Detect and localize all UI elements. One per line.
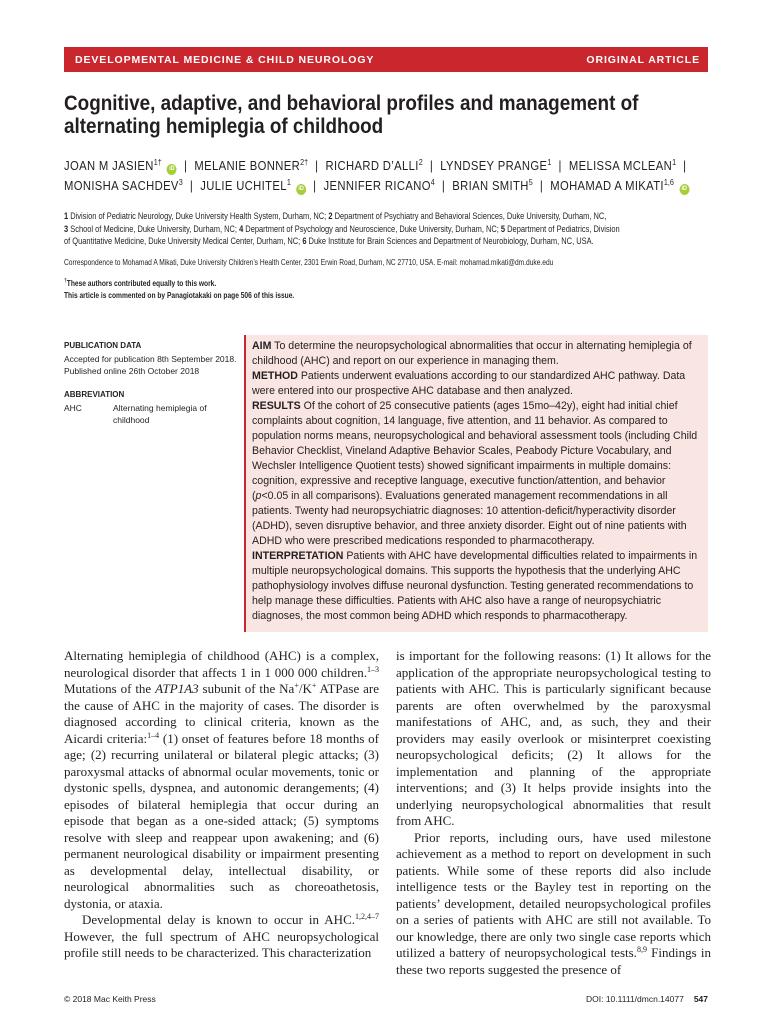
author-affiliation-marker: 1 [547, 158, 552, 167]
author-affiliation-marker: 2 [418, 158, 423, 167]
author-name: MELANIE BONNER [194, 159, 301, 173]
body-paragraph: Developmental delay is known to occur in AHC.$^{1,2,4-7}$ However, the full spectrum of AHC neuropsychological profile still needs to be characterized. This characterization [64, 912, 379, 960]
equal-contribution-note: These authors contributed equally to this work. [66, 279, 217, 288]
body-paragraph: Prior reports, including ours, have used milestone achievement as a method to report on development in such patients. While some of these reports did also include intelligence tests or the Bayley test in reporting on the patients’ development, detailed neuropsychological profiles on a series of patients with AHC are still not available. To our knowledge, there are only two single case reports which utilized a battery of neuropsychological tests.$^{8,9}$ Findings in these two reports suggested the presence of [396, 829, 711, 977]
author-name: JOAN M JASIEN [64, 159, 154, 173]
published-date: Published online 26th October 2018 [64, 366, 200, 376]
author-name: LYNDSEY PRANGE [440, 159, 548, 173]
abbreviation-value: Alternating hemiplegia of childhood [113, 403, 207, 425]
author-list: JOAN M $JASIEN^{1\dagger}$ iD | MELANIE $BONNER^{2\dagger}$ | RICHARD D’ALLI$^2$ | LYNDSEY PRANGE$^1$ | MELISSA MCLEAN$^1$ | MONISHA SACHDEV$^3$ | JULIE UCHITEL$^1$ iD | JENNIFER RICANO$^4$ | BRIAN SMITH$^5$ | MOHAMAD A MIKATI$^{1,6}$ iD [64, 156, 694, 196]
abbreviation-row [64, 402, 239, 426]
author-affiliation-marker: 1 [672, 158, 677, 167]
page-number: 547 [693, 994, 708, 1004]
commentary-note: This article is commented on by Panagiotakaki on page 506 of this issue. [64, 290, 295, 300]
abstract-box [244, 335, 708, 632]
doi-link[interactable]: DOI: 10.1111/dmcn.14077 [586, 994, 684, 1004]
author-name: MONISHA SACHDEV [64, 179, 179, 193]
abstract-method: METHOD Patients underwent evaluations according to our standardized AHC pathway. Data were entered into our prospective AHC database and then analyzed. [252, 370, 686, 397]
author-affiliation-marker: 1 [286, 178, 291, 187]
abstract-aim: AIM To determine the neuropsychological abnormalities that occur in alternating hemiplegia of childhood (AHC) and report on our experience in managing them. [252, 340, 692, 367]
article-title: Cognitive, adaptive, and behavioral profiles and management of alternating hemiplegia of childhood [64, 92, 639, 138]
author-name: BRIAN SMITH [452, 179, 529, 193]
affiliations: 1 Division of Pediatric Neurology, Duke University Health System, Durham, NC; 2 Department of Psychiatry and Behavioral Sciences, Duke University, Durham, NC, 3 School of Medicine, Duke University, Durham, NC; 4 Department of Psychology and Neuroscience, Duke University, Durham, NC; 5 Department of Pediatrics, Division of Quantitative Medicine, Duke University Medical Center, Durham, NC; 6 Duke Institute for Brain Sciences and Department of Neurobiology, Durham, NC, USA. [64, 211, 620, 246]
journal-banner [64, 47, 708, 72]
author-affiliation-marker: 2† [300, 158, 309, 167]
abstract-interpretation: INTERPRETATION Patients with AHC have developmental difficulties related to impairments in multiple neuropsychological domains. This supports the hypothesis that the underlying AHC pathophysiology involves diffuse neuronal dysfunction. Testing generated recommendations to help manage these difficulties. Patients with AHC also have a range of neuropsychiatric diagnoses, the most common being ADHD which responds to pharmacotherapy. [252, 550, 698, 622]
article-type: ORIGINAL ARTICLE [586, 53, 700, 66]
orcid-icon[interactable]: iD [167, 164, 177, 175]
author-affiliation-marker: 4 [430, 178, 435, 187]
author-affiliation-marker: 5 [528, 178, 533, 187]
page-footer [64, 994, 708, 1004]
journal-name: DEVELOPMENTAL MEDICINE & CHILD NEUROLOGY [75, 53, 375, 66]
author-affiliation-marker: 3 [178, 178, 183, 187]
accepted-date: Accepted for publication 8th September 2018. [64, 354, 237, 364]
body-column-left [64, 648, 379, 962]
author-footnotes: †These authors contributed equally to this work. This article is commented on by Panagiotakaki on page 506 of this issue. [64, 278, 711, 301]
body-paragraph: Alternating hemiplegia of childhood (AHC) is a complex, neurological disorder that affects 1 in 1 000 000 children.$^{1-3}$ Mutations of the ATP1A3 subunit of the Na+/K+ ATPase are the cause of AHC in the majority of cases. The disorder is diagnosed according to clinical criteria, known as the Aicardi criteria:$^{1-4}$ (1) onset of features before 18 months of age; (2) recurring unilateral or bilateral plegic attacks; (3) paroxysmal attacks of abnormal ocular movements, tonic or dystonic spells, dyspnea, and autonomic derangements; (4) episodes of bilateral hemiplegia that occur during an episode that began as a one-sided attack; (5) symptoms resolve with sleep and reappear upon awakening; and (6) permanent neurological disability or impairment presenting as developmental delay, intellectual disability, or neurological abnormalities such as choreoathetosis, dystonia, or ataxia. [64, 648, 380, 911]
author-affiliation-marker: 1† [153, 158, 162, 167]
author-name: RICHARD D’ALLI [325, 159, 419, 173]
abstract-results: RESULTS Of the cohort of 25 consecutive patients (ages 15mo–42y), eight had initial chief complaints about cognition, 14 language, five attention, and 11 behavior. As compared to population norms means, neuropsychological and behavioral assessment tools (including Child Behavior Checklist, Vineland Adaptive Behavior Scales, Peabody Picture Vocabulary, and Wechsler Intelligence Quotient tests) showed significant impairments in multiple domains: cognition, expressive and receptive language, executive function/attention, and behavior (p<0.05 in all comparisons). Evaluations generated management recommendations in all patients. Twenty had neuropsychiatric diagnoses: 10 attention-deficit/hyperactivity disorder (ADHD), seven disruptive behavior, and three anxiety disorder. Eight out of nine patients with ADHD who were prescribed medications responded to pharmacotherapy. [252, 400, 698, 547]
abbreviation-key: AHC [64, 403, 82, 413]
body-column-right [396, 648, 711, 978]
author-name: MOHAMAD A MIKATI [550, 179, 664, 193]
copyright: © 2018 Mac Keith Press [64, 994, 156, 1004]
orcid-icon[interactable]: iD [679, 184, 689, 195]
publication-data-sidebar [64, 340, 239, 426]
author-name: MELISSA MCLEAN [568, 159, 673, 173]
correspondence: Correspondence to Mohamad A Mikati, Duke University Children’s Health Center, 2301 Erwin Road, Durham, NC 27710, USA. E-mail: mohamad.mikati@dm.duke.edu [64, 258, 554, 267]
author-name: JENNIFER RICANO [323, 179, 431, 193]
body-paragraph: is important for the following reasons: (1) It allows for the application of the appropriate neuropsychological testing to patients with AHC. This is particularly significant because parents are often overwhelmed by the paroxysmal manifestations of AHC, and, as such, they and their providers may easily overlook or misinterpret coexisting neuropsychological deficits; (2) It allows for the implementation and planning of the appropriate interventions; and (3) It helps provide insights into the underlying neuropsychological abnormalities that result from AHC. [396, 648, 711, 828]
orcid-icon[interactable]: iD [296, 184, 306, 195]
publication-data-heading: PUBLICATION DATA [64, 341, 142, 350]
author-name: JULIE UCHITEL [200, 179, 287, 193]
abbreviation-heading: ABBREVIATION [64, 390, 125, 399]
author-affiliation-marker: 1,6 [663, 178, 674, 187]
